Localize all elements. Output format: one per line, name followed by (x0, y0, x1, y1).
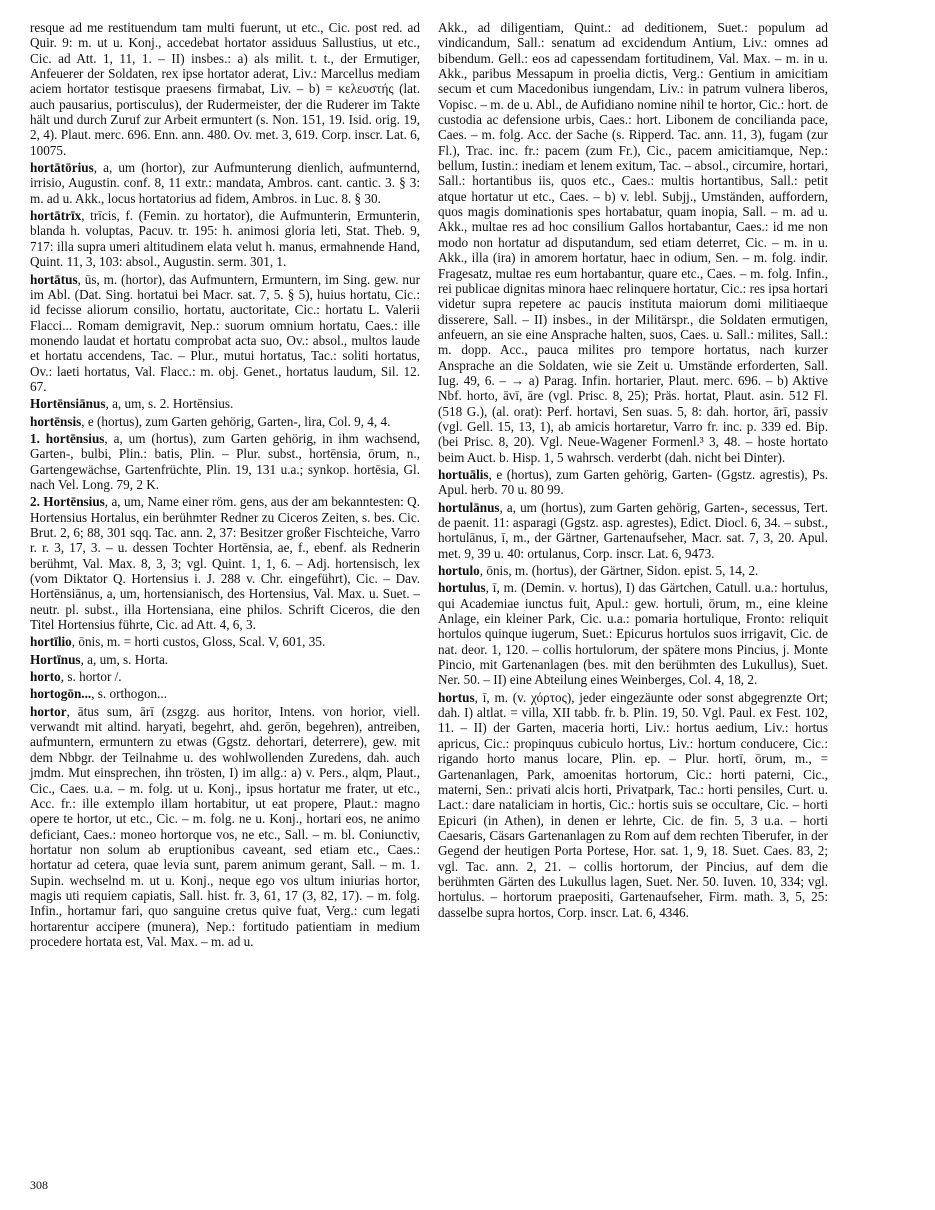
entry-text: , ōnis, m. (hortus), der Gärtner, Sidon. epist. 5, 14, 2. (479, 563, 759, 579)
dictionary-entry (438, 20, 828, 465)
dictionary-entry (30, 431, 420, 492)
entry-lemma: 2. Hortēnsius (30, 494, 105, 510)
entry-lemma: hortuālis (438, 466, 489, 482)
entry-text: , trīcis, f. (Femin. zu hortator), die Aufmunterin, Ermunterin, blanda h. voluptas, Pacuv. tr. 195: h. animosi gloria leti, Stat. Theb. 9, 717: illa supra umeri altitudinem elata velut h. manus, ermahnende Hand, Quint. 11, 3, 103: absol., Augustin. serm. 301, 1. (30, 208, 420, 270)
dictionary-entry (438, 500, 828, 561)
entry-text: , e (hortus), zum Garten gehörig, Garten-, lira, Col. 9, 4, 4. (81, 413, 391, 429)
entry-lemma: hortātōrius (30, 160, 94, 176)
dictionary-entry (30, 704, 420, 950)
dictionary-entry (30, 20, 420, 158)
entry-text: , a, um (hortus), zum Garten gehörig, Garten-, secessus, Tert. de paenit. 11: asparagi (Ggstz. asp. agrestes), Edict. Diocl. 6, 34. – subst., hortulānus, ī, m., der Gärtner, Gartenaufseher, Macr. sat. 7, 3, 20. Apul. met. 9, 39 u. 40: ortulanus, Corp. inscr. Lat. 6, 9473. (438, 499, 828, 561)
entry-text: , s. hortor /. (60, 669, 122, 685)
entry-text: , a, um (hortor), zur Aufmunterung dienlich, aufmunternd, irrisio, Augustin. conf. 8, 11 extr.: mandata, Ambros. cant. cantic. 3. § 3: m. ad u. Akk., locus hortatorius ad fidem, Ambros. in Luc. 8. § 30. (30, 160, 420, 206)
dictionary-entry (438, 467, 828, 498)
entry-lemma: hortulo (438, 563, 480, 579)
entry-lemma: hortulānus (438, 499, 500, 515)
entry-lemma: hortātus (30, 271, 78, 287)
dictionary-entry (30, 396, 420, 411)
entry-lemma: Hortīnus (30, 651, 81, 667)
entry-text: , a, um, Name einer röm. gens, aus der am bekanntesten: Q. Hortensius Hortalus, ein berühmter Redner zu Ciceros Zeiten, s. bes. Cic. Brut. 2, 6; 88, 301 sqq. Tac. ann. 2, 37: Besitzer großer Fischteiche, Varro r. r. 3, 17, 3. – u. dessen Tochter Hortēnsia, ae, f., ebenf. als Rednerin berühmt, Val. Max. 8, 3, 3; vgl. Quint. 1, 1, 6. – Adj. hortensisch, lex (vom Diktator Q. Hortensius i. J. 288 v. Chr. eingeführt), Cic. – Dav. Hortēnsiānus, a, um, hortensianisch, des Hortensius, Val. Max. u. Suet. – neutr. pl. subst., illa Hortensiana, eine philos. Schrift Ciceros, die den Titel Hortensius führte, Cic. ad Att. 4, 6, 3. (30, 494, 420, 633)
entry-text: , ātus sum, ārī (zsgzg. aus horitor, Intens. von horior, viell. verwandt mit altind. haryati, begehrt, ahd. gerōn, begehren), antreiben, aufmuntern, ermuntern zu etwas (Ggstz. dehortari, deterrere), gew. mit dem Nbbgr. der Teilnahme u. des wohlwollenden Zuredens, dah. auch jmdm. Mut einsprechen, ihn trösten, I) im allg.: a) v. Pers., alqm, Plaut., Cic., Caes. u.a. – m. folg. ut u. Konj., ipsus hortatur me frater, ut etc., Acc. fr.: ille extemplo illam hortabitur, ut eat propere, Plaut.: magno opere te hortor, ut etc., Cic. – m. folg. ne u. Konj., hortari eos, ne animo deficiant, Caes.: moneo hortorque vos, ne etc., Sall. – m. bl. Coniunctiv, hortatur non solum ab eruptionibus caveant, sed etiam etc., Caes.: hortatur ad cetera, quae levia sunt, parem animum gerant, Sall. – m. 1. Supin. wechselnd m. ut u. Konj., neque ego vos ultum iniurias hortor, magis uti requiem capiatis, Sall. hist. fr. 3, 61, 17 (3, 82, 17). – m. folg. Infin., hortamur fari, quo sanguine cretus quive fuat, Verg.: cum legati hortarentur accipere (munera), Nep.: fortitudo patientiam in medium procedere hortata est, Val. Max. – m. ad u. (30, 703, 420, 949)
entry-text: , ī, m. (v. χόρτος), jeder eingezäunte oder sonst abgegrenzte Ort; dah. I) altlat. = villa, XII tabb. fr. b. Plin. 19, 50. Vgl. Paul. ex Fest. 102, 11. – II) der Garten, maceria horti, Liv.: hortus aedium, Liv.: hortus apricus, Cic.: propinquus cubiculo hortus, Liv.: hortum conducere, Cic.: rigando horto manus locare, Plin. ep. – Plur. hortī, ōrum, m., = Gartenanlagen, Park, amoenitas hortorum, Cic.: horti paterni, Cic., materni, Sen.: privati alcis horti, Privatpark, Tac.: horti pensiles, Curt. u. Lact.: dare nataliciam in hortis, Cic.: hortis suis se occultare, Cic. – horti Epicuri (in Athen), in denen er lehrte, Cic. de fin. 5, 3 u.a. – horti Caesaris, Cäsars Gartenanlagen zu Rom auf dem rechten Tiberufer, in der Gegend der heutigen Porta Portese, Hor. sat. 1, 9, 18. Suet. Caes. 83, 2; vgl. Tac. ann. 2, 21. – collis hortorum, der Pincius, auf dem die berühmten Gärten des Lukullus lagen, Suet. Ner. 50. Iuven. 10, 334; vgl. hortulus. – hortorum praepositi, Gartenaufseher, Firm. math. 3, 5, 25: dasselbe supra hortos, Corp. inscr. Lat. 6, 4346. (438, 689, 828, 920)
dictionary-entry (30, 686, 420, 701)
dictionary-entry (30, 669, 420, 684)
right-column (438, 20, 828, 922)
dictionary-entry (438, 563, 828, 578)
entry-lemma: hortor (30, 703, 67, 719)
entry-text: , a, um, s. Horta. (80, 651, 169, 667)
entry-lemma: hortēnsis (30, 413, 82, 429)
dictionary-entry (30, 494, 420, 632)
entry-text: , ī, m. (Demin. v. hortus), I) das Gärtchen, Catull. u.a.: hortulus, qui Academiae iunctus fuit, Apul.: gew. hortuli, ōrum, m., eine kleine Anlage, ein kleiner Park, Cic. u.a.: pomaria hortulique, Fronto: reliquit hortulos quinque iugerum, Suet.: Epicurus hortulos suos irrigavit, Cic. de nat. deor. 1, 120. – collis hortulorum, der spätere mons Pincius, j. Monte Pincio, mit Gartenanlagen (bes. mit den berühmten des Lukullus), Suet. Ner. 50. – II) eine Abteilung eines Weinberges, Col. 4, 18, 2. (438, 580, 828, 688)
dictionary-entry (30, 208, 420, 269)
dictionary-entry (438, 580, 828, 687)
dictionary-entry (30, 272, 420, 395)
entry-lemma: Hortēnsiānus (30, 396, 106, 412)
dictionary-entry (30, 414, 420, 429)
entry-lemma: hortogōn... (30, 686, 92, 702)
entry-lemma: horto (30, 669, 61, 685)
entry-text: , a, um, s. 2. Hortēnsius. (105, 396, 234, 412)
entry-lemma: hortātrīx (30, 208, 82, 224)
dictionary-entry (30, 160, 420, 206)
entry-text: , ōnis, m. = horti custos, Gloss, Scal. V, 601, 35. (71, 634, 326, 650)
entry-text: , e (hortus), zum Garten gehörig, Garten- (Ggstz. agrestis), Ps. Apul. herb. 70 u. 80 99. (438, 466, 828, 498)
entry-lemma: hortīlio (30, 634, 72, 650)
entry-lemma: 1. hortēnsius (30, 430, 105, 446)
entry-text: , s. orthogon... (91, 686, 168, 702)
page-number: 308 (30, 1178, 48, 1192)
entry-lemma: hortus (438, 689, 475, 705)
entry-text: Akk., ad diligentiam, Quint.: ad deditionem, Suet.: populum ad vindicandum, Sall.: senatum ad excidendum Antium, Liv.: omnes ad bibendum. Gell.: eos ad capessendam fortitudinem, Val. Max. – m. in u. Akk., paribus Messapum in proelia dictis, Verg.: Gentium in amicitiam secum et cum Macedonibus iungendam, Liv.: in patrum vulnera liberos, Vopisc. – m. de u. Abl., de Aufidiano nomine nihil te hortor, Cic.: hort. de custodia ac defensione urbis, Caes.: hort. Libonem de concilianda pace, Caes. – m. folg. Acc. der Sache (s. Ripperd. Tac. ann. 11, 3), fugam (zur Fl.), Trac. inc. fr.: pacem (zum Fr.), Cic., pacem amicitiamque, Nep.: bellum, Iustin.: inediam et lenem exitum, Tac. – absol., circumire, hortari, Sall.: hortantibus iis, quos etc., Caes.: multis hortantibus, Sall.: petit atque hortatur ut etc., Caes. – b) v. lebl. Subjj., Umständen, auffordern, quos magis dominationis spes hortabatur, quam inopia, Sall. – m. ad u. Akk., multae res ad hoc consilium Gallos hortabantur, Caes.: id me non modo non hortatur ad disputandum, sed etiam deterret, Cic. – m. in u. Akk., illa (ira) in amorem hortatur, haec in odium, Sen. – m. folg. indir. Fragesatz, multae res eum hortabantur, quare etc., Caes. – m. folg. Infin., rei publicae dignitas minora haec relinquere hortatur, Cic.: res ipsa hortari videtur supra repetere ac paucis instituta maiorum domi militiaeque disserere, Sall. – II) insbes., in der Militärspr., die Soldaten ermutigen, anfeuern, an sie eine Ansprache halten, suos, Caes. u. Sall.: milites, Sall.: m. dopp. Acc., pauca milites pro tempore hortatus, nach kurzer Ansprache an die Soldaten, wie sie Zeit u. Umstände erforderten, Sall. Iug. 49, 6. – → a) Parag. Infin. hortarier, Plaut. merc. 696. – b) Aktive Nbf. horto, āvī, āre (vgl. Prisc. 8, 25); Präs. hortat, Plaut. asin. 512 Fl. (518 G.), (al. orat): Perf. hortavi, Sen suas. 5, 8: dah. hortor, ārī, passiv (vgl. Gell. 15, 13, 1), ab amicis hortaretur, Varro fr. inc. p. 339 ed. Bip. (bei Prisc. 8, 20). Vgl. Neue-Wagener Formenl.³ 3, 48. – hoste hortato beim Auct. b. Hisp. 1, 5 wahrsch. verderbt (dah. nicht bei Dinter). (438, 20, 828, 465)
dictionary-entry (30, 652, 420, 667)
entry-lemma: hortulus (438, 580, 486, 596)
dictionary-entry (438, 690, 828, 920)
entry-text: resque ad me restituendum tam multi fuerunt, ut etc., Cic. post red. ad Quir. 9: m. ut u. Konj., accedebat hortator assiduus Sallustius, ut etc., Cic. ad Att. 1, 11, 1. – II) insbes.: a) als milit. t. t., der Ermutiger, Anfeuerer der Soldaten, rex ipse hortator aderat, Liv.: Marcellus mediam aciem hortator testisque praesens firmabat, Liv. – b) = κελευστής (lat. auch pausarius, portisculus), der Rudermeister, der die Ruderer im Takte hält und durch Zuruf zur Arbeit ermuntert (s. Non. 151, 19. Isid. orig. 19, 2, 4). Plaut. merc. 696. Enn. ann. 480. Ov. met. 3, 619. Corp. inscr. Lat. 6, 10075. (30, 20, 420, 158)
entry-text: , ūs, m. (hortor), das Aufmuntern, Ermuntern, im Sing. gew. nur im Abl. (Dat. Sing. hortatui bei Macr. sat. 7, 5. § 5), huius hortatu, Cic.: id fecisse aliorum consilio, hortatu, auctoritate, Cic.: hortatu L. Valerii Flacci... Romam demigravit, Nep.: suorum omnium hortatu, Caes.: ille monendo laudat et hortatu comprobat acta suo, Ov.: absol., multos laude et hortatu accendens, Tac. – Plur., mutui hortatus, Tac.: soliti hortatus, Ov.: laeti hortatus, Val. Flacc.: m. obj. Genet., hortatus laudum, Sil. 12. 67. (30, 271, 420, 394)
entry-text: , a, um (hortus), zum Garten gehörig, in ihm wachsend, Garten-, bulbi, Plin.: batis, Plin. – Plur. subst., hortēnsia, ōrum, n., Gartengewächse, Gartenfrüchte, Plin. 19, 131 u.a.; synkop. hortēsia, Gl. nach Vel. Long. 79, 2 K. (30, 430, 420, 492)
left-column (30, 20, 420, 951)
dictionary-entry (30, 634, 420, 649)
